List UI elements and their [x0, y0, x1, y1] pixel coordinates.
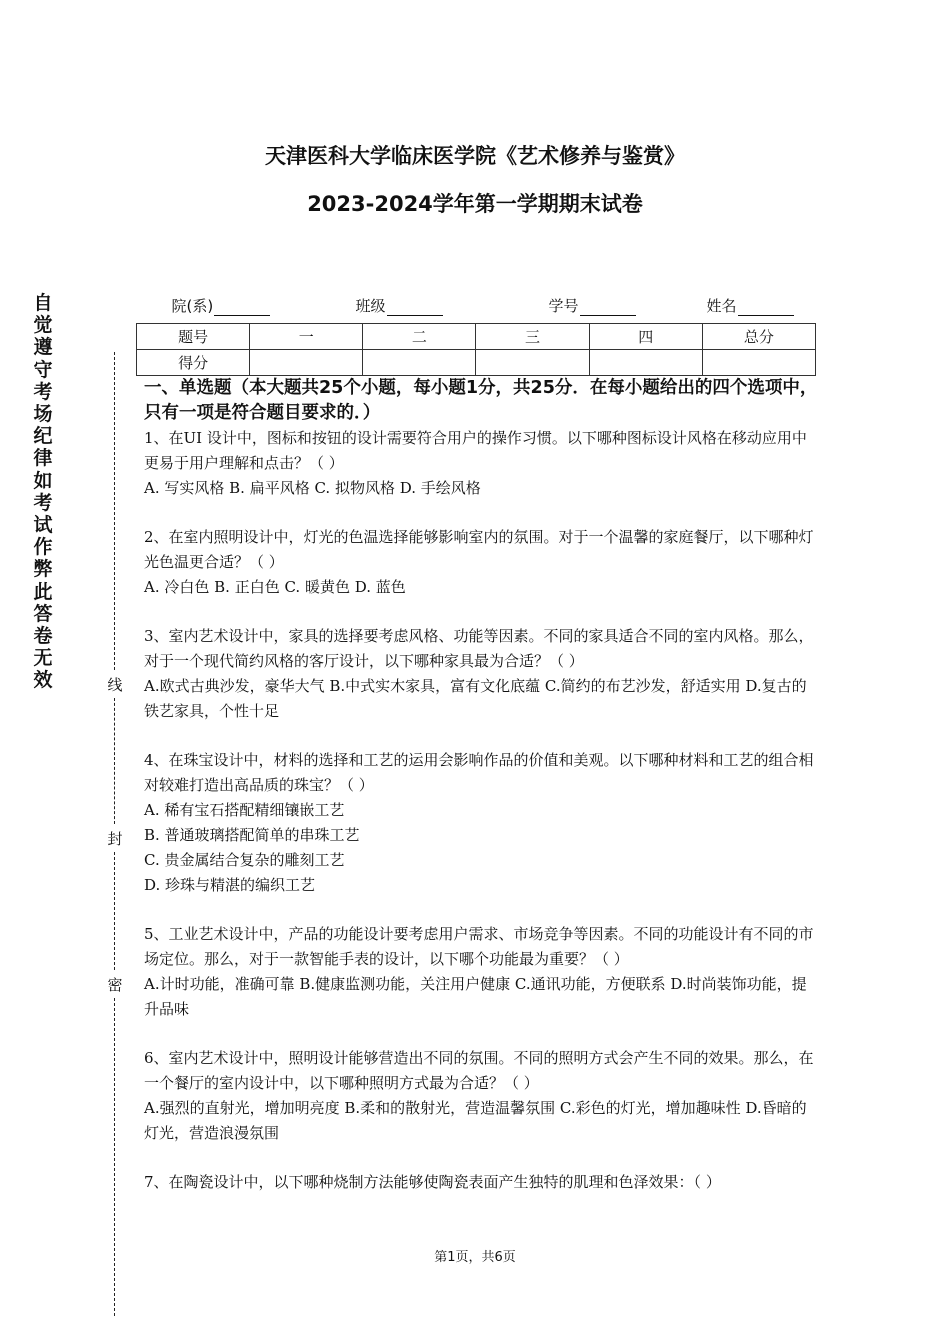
question-text: 4、在珠宝设计中，材料的选择和工艺的运用会影响作品的价值和美观。以下哪种材料和工艺的组合相对较难打造出高品质的珠宝？（ ） [144, 751, 814, 794]
question-item [144, 922, 820, 1022]
score-cell[interactable] [250, 350, 363, 376]
student-id-blank[interactable] [580, 299, 636, 316]
question-options: A.计时功能，准确可靠 B.健康监测功能，关注用户健康 C.通讯功能，方便联系 D.时尚装饰功能，提升品味 [144, 975, 807, 1018]
question-text: 3、室内艺术设计中，家具的选择要考虑风格、功能等因素。不同的家具适合不同的室内风格。那么，对于一个现代简约风格的客厅设计，以下哪种家具最为合适？（ ） [144, 627, 814, 670]
binding-dash-line [114, 998, 115, 1316]
name-blank[interactable] [738, 299, 794, 316]
score-col-2: 二 [363, 324, 476, 350]
score-table-header-row [137, 324, 816, 350]
question-options: A.强烈的直射光，增加明亮度 B.柔和的散射光，营造温馨氛围 C.彩色的灯光，增加趣味性 D.昏暗的灯光，营造浪漫氛围 [144, 1099, 807, 1142]
question-item [144, 1170, 820, 1195]
score-cell[interactable] [476, 350, 589, 376]
question-item [144, 1046, 820, 1146]
section-heading: 一、单选题（本大题共25个小题，每小题1分，共25分．在每小题给出的四个选项中，只有一项是符合题目要求的．） [144, 378, 818, 423]
seal-feng-mark: 封 [107, 830, 123, 848]
score-table-score-row [137, 350, 816, 376]
question-item [144, 525, 820, 600]
question-item [144, 426, 820, 501]
score-label: 得分 [137, 350, 250, 376]
question-text: 5、工业艺术设计中，产品的功能设计要考虑用户需求、市场竞争等因素。不同的功能设计有不同的市场定位。那么，对于一款智能手表的设计，以下哪个功能最为重要？（ ） [144, 925, 814, 968]
seal-mi-mark: 密 [107, 976, 123, 994]
binding-dash-line [114, 852, 115, 970]
question-item [144, 624, 820, 724]
question-number-label: 题号 [137, 324, 250, 350]
question-options: D. 珍珠与精湛的编织工艺 [144, 876, 316, 894]
department-blank[interactable] [214, 299, 270, 316]
binding-dash-line [114, 698, 115, 824]
seal-line-mark: 线 [107, 676, 123, 694]
name-label: 姓名 [706, 297, 737, 315]
class-blank[interactable] [387, 299, 443, 316]
question-text: 2、在室内照明设计中，灯光的色温选择能够影响室内的氛围。对于一个温馨的家庭餐厅，以下哪种灯光色温更合适？（ ） [144, 528, 814, 571]
question-options: B. 普通玻璃搭配简单的串珠工艺 [144, 826, 360, 844]
exam-title-line1: 天津医科大学临床医学院《艺术修养与鉴赏》 [265, 144, 685, 168]
question-options: C. 贵金属结合复杂的雕刻工艺 [144, 851, 345, 869]
question-text: 6、室内艺术设计中，照明设计能够营造出不同的氛围。不同的照明方式会产生不同的效果。那么，在一个餐厅的室内设计中，以下哪种照明方式最为合适？（ ） [144, 1049, 814, 1092]
question-options: A. 写实风格 B. 扁平风格 C. 拟物风格 D. 手绘风格 [144, 479, 481, 497]
question-text: 7、在陶瓷设计中，以下哪种烧制方法能够使陶瓷表面产生独特的肌理和色泽效果：（ ） [144, 1173, 721, 1191]
score-table [136, 323, 816, 376]
question-options: A. 稀有宝石搭配精细镶嵌工艺 [144, 801, 345, 819]
binding-dash-line [114, 352, 115, 670]
question-options: A. 冷白色 B. 正白色 C. 暖黄色 D. 蓝色 [144, 578, 406, 596]
question-item [144, 748, 820, 898]
name-field[interactable] [697, 277, 794, 316]
binding-notice: 自觉遵守考场纪律如考试作弊此答卷无效 [33, 292, 53, 692]
department-label: 院(系) [171, 297, 214, 315]
question-options: A.欧式古典沙发，豪华大气 B.中式实木家具，富有文化底蕴 C.简约的布艺沙发，舒适实用 D.复古的铁艺家具，个性十足 [144, 677, 807, 720]
question-list [144, 426, 820, 1219]
score-col-3: 三 [476, 324, 589, 350]
department-field[interactable] [162, 277, 270, 316]
score-cell[interactable] [702, 350, 815, 376]
page-footer: 第1页，共6页 [434, 1250, 516, 1265]
score-col-1: 一 [250, 324, 363, 350]
student-id-label: 学号 [548, 297, 579, 315]
class-label: 班级 [355, 297, 386, 315]
score-cell[interactable] [589, 350, 702, 376]
question-text: 1、在UI 设计中，图标和按钮的设计需要符合用户的操作习惯。以下哪种图标设计风格在移动应用中更易于用户理解和点击？（ ） [144, 429, 807, 472]
score-col-4: 四 [589, 324, 702, 350]
student-id-field[interactable] [539, 277, 636, 316]
score-col-total: 总分 [702, 324, 815, 350]
class-field[interactable] [346, 277, 443, 316]
exam-title-line2: 2023-2024学年第一学期期末试卷 [307, 192, 643, 216]
score-cell[interactable] [363, 350, 476, 376]
